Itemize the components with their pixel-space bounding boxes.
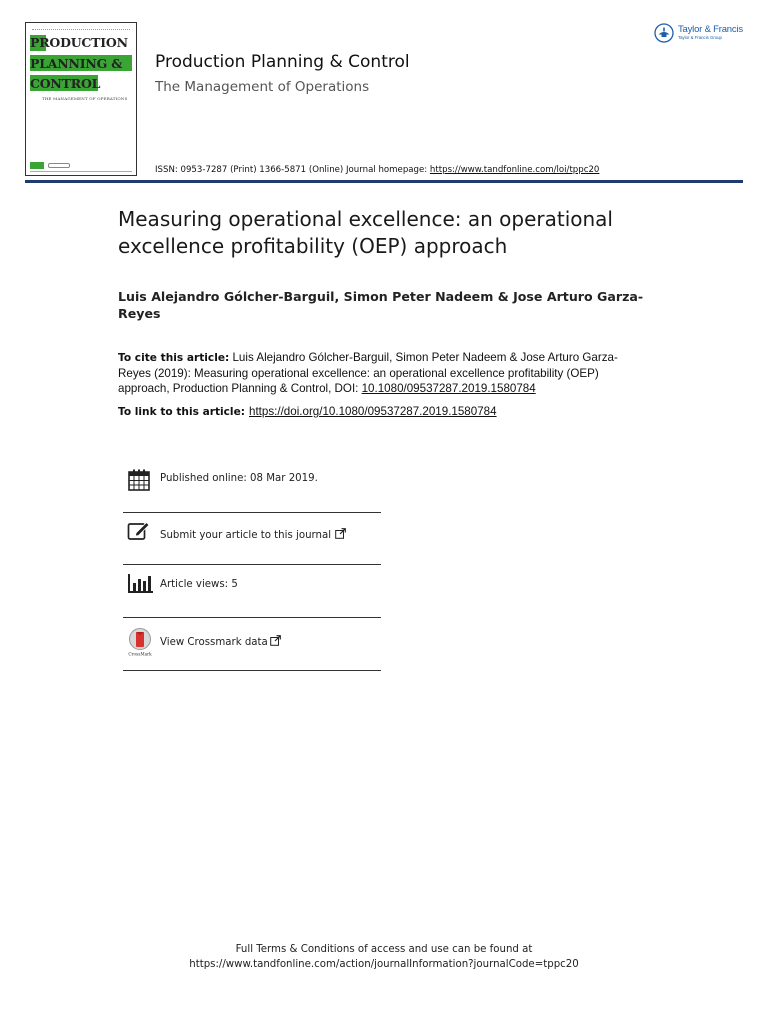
info-divider [123,670,381,671]
cover-publisher-logo [48,163,70,168]
crossmark-row [160,635,281,648]
published-date-text: Published online: 08 Mar 2019. [160,473,318,484]
article-doi-url[interactable]: https://doi.org/10.1080/09537287.2019.1580784 [249,405,497,418]
article-authors: Luis Alejandro Gólcher-Barguil, Simon Peter Nadeem & Jose Arturo Garza-Reyes [118,289,644,321]
footer-terms-url[interactable]: https://www.tandfonline.com/action/journalInformation?journalCode=tppc20 [189,959,579,970]
cover-top-divider [32,29,130,32]
article-title: Measuring operational excellence: an operational excellence profitability (OEP) approach [118,207,613,258]
cover-title-line-2: PLANNING & [30,56,123,71]
cover-bottom-divider [30,171,132,172]
publisher-group: Taylor & Francis Group [678,35,722,40]
taylor-francis-logo[interactable] [654,22,754,46]
cover-subtitle: THE MANAGEMENT OF OPERATIONS [42,96,128,101]
issn-text: ISSN: 0953-7287 (Print) 1366-5871 (Online) Journal homepage: [155,165,430,175]
crossmark-link[interactable] [123,622,381,662]
crossmark-label: View Crossmark data [160,637,268,648]
info-divider [123,512,381,513]
crossmark-icon-label: CrossMark [128,651,152,657]
cover-title-line-3: CONTROL [30,76,101,91]
citation-block [118,350,638,396]
citation-doi-link[interactable]: 10.1080/09537287.2019.1580784 [361,382,536,395]
published-row [123,464,381,504]
cover-title-line-1: PRODUCTION [30,35,128,50]
journal-cover-image [25,22,137,176]
info-divider [123,617,381,618]
submit-article-link[interactable] [123,518,381,558]
article-views-text: Article views: 5 [160,579,238,590]
article-views-row [123,570,381,610]
info-divider [123,564,381,565]
footer-terms-text: Full Terms & Conditions of access and use can be found at [235,944,533,955]
link-label: To link to this article: [118,406,245,418]
crossmark-icon [127,627,153,657]
external-link-icon [335,528,346,539]
issn-line [155,165,599,175]
footer-terms [0,942,768,972]
article-link-block [118,404,658,420]
cover-footer-green-block [30,162,44,169]
header-divider [25,180,743,183]
bar-chart-icon [127,572,153,594]
cover-footer [30,162,132,169]
submit-article-row [160,528,346,541]
submit-article-label: Submit your article to this journal [160,530,332,541]
journal-title: Production Planning & Control [155,52,410,72]
external-link-icon [270,635,281,646]
journal-homepage-link[interactable]: https://www.tandfonline.com/loi/tppc20 [429,165,600,175]
calendar-icon [127,468,151,492]
cite-text: Luis Alejandro Gólcher-Barguil, Simon Peter Nadeem & Jose Arturo Garza-Reyes (2019): Measuring operational excellence: an operational excellence profitability (OEP) approach, Production Planning & Control, DOI: [118,351,618,395]
taylor-francis-emblem-icon [654,23,674,43]
edit-icon [127,520,151,542]
publisher-name: Taylor & Francis [678,24,743,35]
cite-label: To cite this article: [118,352,230,364]
journal-subtitle: The Management of Operations [155,79,370,95]
